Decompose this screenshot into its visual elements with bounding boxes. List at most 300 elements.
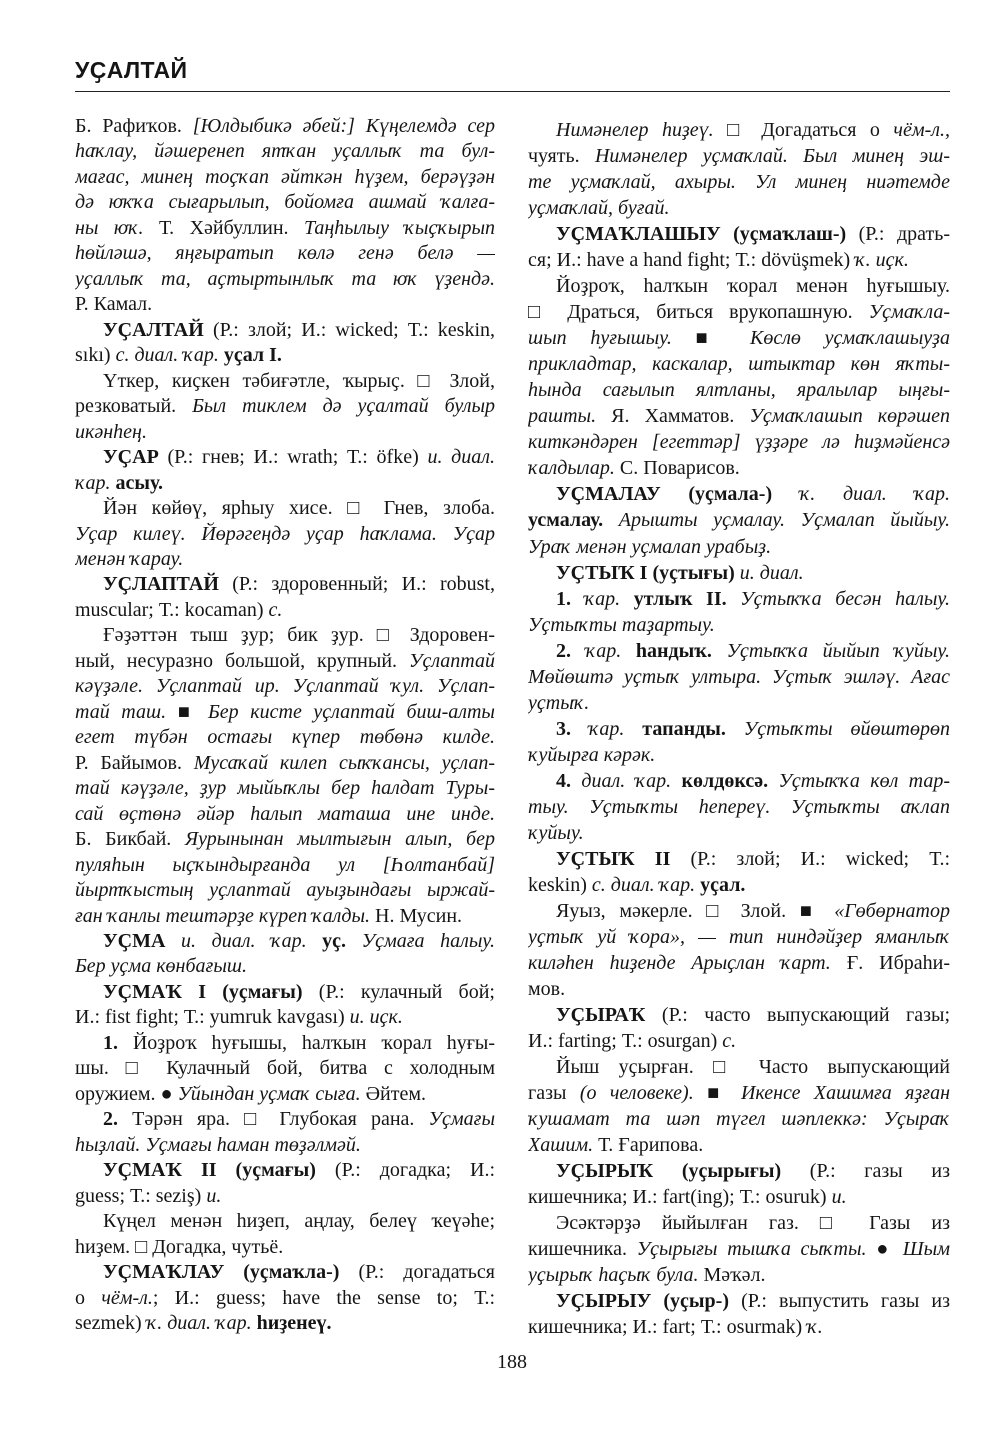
italic-text: Уҫтыҡҡа бесән һалыу. [726,587,950,610]
line-content [528,327,950,349]
line-content [75,1134,361,1156]
line-content [528,1108,950,1130]
bold-text: УҪМАҠЛАУ (уҫмаҡла-) [103,1261,340,1284]
italic-text: «Гөбөрнатор [834,899,950,922]
italic-text: чём-л., [893,119,950,141]
dictionary-paragraph [528,273,950,481]
plain-text: газы [528,1082,580,1105]
line-content [75,675,495,697]
italic-text: Уҫырығы тышҡа сыҡты. [636,1238,877,1261]
text-line [75,190,495,215]
right-column [528,117,950,1340]
plain-text: кишечника; И.: fart(ing); Т.: osuruk) [528,1186,832,1209]
italic-text: Хашим. [528,1134,599,1157]
line-content [103,1261,495,1283]
plain-text: Я. Хамматов. [611,405,750,428]
bold-text: көлдөксә. [681,769,769,792]
line-content [556,848,950,870]
text-line [528,586,950,612]
line-content [528,614,715,636]
line-content [75,1083,426,1105]
italic-text: дә юҡҡа сығарылып, бойомға ашмай ҡалға- [75,191,495,214]
plain-text: muscular; Т.: kocaman) [75,598,269,621]
bold-text: уҫал I. [223,344,282,367]
italic-text: ҡуйырға кәрәк. [528,743,656,766]
line-content [556,119,950,141]
line-content [556,900,950,922]
text-line [528,534,950,560]
line-content [75,854,495,876]
text-line [75,1031,495,1056]
line-content [556,483,950,505]
italic-text: ған ҡанлы тештәрҙе күреп ҡалды. [75,904,376,927]
plain-text: Р. Байымов. [75,751,194,774]
italic-text: ҡар. [571,587,634,610]
text-line [75,420,495,445]
plain-text: Үткер, киҫкен тәбиғәтле, ҡырыҫ. □ Злой, [103,369,495,392]
italic-text: Ураҡ менән уҫмалап урабыҙ. [528,535,772,558]
plain-text: (Р.: догадка; И.: [315,1159,495,1182]
plain-text: sıkı) [75,344,116,367]
line-content [75,115,495,137]
line-content [556,1290,950,1312]
bold-text: 1. [556,587,571,610]
italic-text: һында сағылып ялтланы, яралылар ыңғы- [528,379,950,402]
text-line [75,343,495,368]
plain-text: Б. Рафиҡов. [75,115,193,137]
plain-text: Ғ. Ибраһи- [846,952,950,974]
text-line [528,742,950,768]
line-content [528,1082,950,1104]
line-content [75,395,495,417]
italic-text: Уйындан уҫмаҡ сыға. [177,1082,366,1105]
plain-text: Р. Камал. [75,293,153,316]
italic-text: мағас, минең тоҫҡап әйткән һүҙем, берәүҙән [75,165,495,188]
text-line [528,507,950,533]
dictionary-paragraph [528,560,950,586]
text-line [528,950,950,976]
text-line [75,547,495,572]
text-line [75,241,495,266]
line-content [103,981,495,1003]
line-content [528,379,950,401]
plain-text: С. Поварисов. [619,457,740,480]
text-line [528,924,950,950]
line-content [556,770,950,792]
italic-text: уҫмаҡлай, буғай. [528,197,670,220]
text-line [528,1028,950,1054]
italic-text: Икенсе Хашимға яҙған [740,1082,950,1105]
text-line [528,169,950,195]
dictionary-paragraph [75,1209,495,1260]
text-line [528,1262,950,1288]
line-content [528,509,950,531]
plain-text: кишечника; И.: fart; Т.: osurmak) [528,1316,808,1339]
dictionary-paragraph [528,117,950,221]
text-line [75,445,495,470]
italic-text: Был тиклем дә уҫалтай булыр [192,395,495,418]
plain-text: keskin) [528,873,592,896]
text-line [528,195,950,221]
italic-text: прикладтар, каскалар, штыктар көн яҡты- [528,353,950,376]
text-line [528,117,950,143]
italic-text: Уҫмаға һалыу. [346,930,495,952]
text-line [75,1082,495,1107]
bold-text: уҫ. [322,930,347,952]
line-content [556,1212,950,1234]
text-line [75,776,495,801]
line-content [75,905,462,927]
dictionary-paragraph [75,572,495,623]
line-content [75,191,495,213]
plain-text: Т. Хәйбуллин. [158,216,304,239]
bold-text: 1. [103,1031,118,1054]
dictionary-paragraph [75,445,495,496]
line-content [528,301,950,323]
text-line [528,872,950,898]
plain-text: ; И.: guess; have the sense to; Т.: [152,1286,495,1309]
dictionary-paragraph [75,496,495,572]
plain-text: ■ [693,1082,741,1105]
text-line [75,1286,495,1311]
text-line [528,273,950,299]
text-line [75,496,495,521]
text-line [75,980,495,1005]
italic-text: Шым [902,1238,950,1261]
line-content [75,523,495,545]
line-content [75,701,495,723]
text-line [528,1158,950,1184]
text-line [528,1002,950,1028]
text-line [75,471,495,496]
line-content [75,752,495,774]
italic-text: киткәндәрен [егеттәр] үҙҙәре лә һиҙмәйенсә [528,431,950,454]
text-line [528,1210,950,1236]
line-content [103,573,495,595]
italic-text: и. диал. [734,561,804,584]
plain-text: (Р.: догадаться [339,1261,495,1284]
plain-text: □ Драться, биться врукопашную. [528,301,869,324]
italic-text: с. диал. ҡар. [115,344,224,367]
plain-text: guess; Т.: seziş) [75,1184,207,1207]
italic-text: и. [206,1184,222,1207]
text-line [75,1107,495,1132]
plain-text: sezmek) [75,1312,147,1335]
bold-text: УҪМАЛАУ (уҫмала-) [556,483,773,506]
line-content [75,268,495,290]
line-content [75,472,163,494]
text-line [528,1106,950,1132]
plain-text: оружием. ● [75,1082,178,1105]
line-content [75,140,495,162]
text-line [528,1314,950,1340]
italic-text: кәүҙәле. Уҫлаптай ир. Уҫлаптай ҡул. Уҫлап- [75,675,495,698]
dictionary-paragraph [528,1288,950,1340]
text-line [75,598,495,623]
text-line [75,1209,495,1234]
italic-text: Уҫтыҡты таҙартыу. [528,613,715,636]
dictionary-paragraph [528,898,950,1002]
text-line [528,716,950,742]
text-line [75,802,495,827]
text-line [75,1158,495,1183]
text-line [75,751,495,776]
line-content [528,666,950,688]
italic-text: Уҫар килеү. Йөрәгеңдә уҫар һаҡлама. Уҫар [75,522,495,545]
text-line [528,481,950,507]
plain-text: һиҙем. □ Догадка, чутьё. [75,1235,284,1258]
text-line [75,623,495,648]
plain-text: И.: farting; Т.: osurgan) [528,1030,723,1053]
plain-text: резковатый. [75,395,193,418]
plain-text: Мәҡәл. [703,1264,766,1287]
italic-text: Уҫмағы [428,1108,495,1131]
italic-text: һөйләшә, яңғыратып көлә генә белә — [75,242,495,265]
line-content [75,726,495,748]
text-line [75,522,495,547]
line-content [528,1316,823,1338]
bold-text: УҪМА [103,930,166,952]
text-line [75,369,495,394]
text-line [528,377,950,403]
italic-text: шып һуғышыу. [528,327,696,350]
italic-text: уҫырыҡ һаҫыҡ була. [528,1264,704,1287]
bold-text: уҫал. [700,873,746,896]
line-content [75,217,495,239]
plain-text: кишечника. [528,1238,637,1261]
dictionary-paragraph [528,846,950,898]
bold-text: УҪМАҠЛАШЫУ (уҫмаҡлаш-) [556,223,847,246]
text-line [75,292,495,317]
text-line [528,846,950,872]
bold-text: утлыҡ II. [633,587,727,610]
line-content [528,1186,847,1208]
plain-text: ■ [695,327,751,350]
text-line [528,794,950,820]
plain-text: чуять. [528,145,595,168]
italic-text: и. диал. [427,446,495,469]
italic-text: ҡар. [75,471,116,494]
plain-text: Яуыз, мәкерле. □ Злой. ■ [556,899,835,922]
line-content [75,1006,403,1028]
bold-text: УҪЛАПТАЙ [103,573,219,596]
line-content [528,926,950,948]
plain-text: □ Догадаться о [727,119,894,141]
text-line [528,612,950,638]
plain-text: мов. [528,978,566,1001]
italic-text: йыртҡыстың уҫлаптай ауыҙындағы ыржай- [75,879,495,902]
line-content [528,536,771,558]
line-content [75,1312,332,1334]
italic-text: Мусаҡай килеп сыҡҡансы, уҫлап- [193,751,495,774]
text-line [528,1236,950,1262]
bold-text: УҪАР [103,446,159,469]
italic-text: Уҫтыҡҡа йыйып ҡуйыу. [711,639,950,662]
bold-text: УҪМАҠ I (уҫмағы) [103,980,303,1003]
italic-text: Уҫтыҡҡа көл тар- [768,769,950,792]
italic-text: Таңһылыу ҡыҫҡырып [303,216,495,239]
text-line [75,394,495,419]
dictionary-paragraph [75,369,495,445]
line-content [75,1287,495,1309]
italic-text: пуляһын ыҫҡындырғанда ул [Һолтанбай] [75,853,495,876]
text-line [75,572,495,597]
italic-text: егет түбән остағы күпер төбөнә килде. [75,726,495,749]
bold-text: тапанды. [642,717,726,740]
plain-text: (Р.: здоровенный; И.: robust, [218,573,495,596]
line-content [75,879,495,901]
line-content [103,370,495,392]
dictionary-paragraph [75,980,495,1031]
line-content [75,599,282,621]
bold-text: усмалау. [528,509,604,532]
line-content [103,1210,495,1232]
italic-text: ҡ. диал. ҡар. [772,483,950,506]
line-content [75,650,495,672]
dictionary-paragraph [528,1158,950,1210]
italic-text: чём-л. [101,1286,153,1309]
bold-text: УҪМАҠ II (уҫмағы) [103,1159,316,1182]
plain-text: Күңел менән һиҙеп, аңлау, белеү ҡеүәһе; [103,1210,495,1233]
bold-text: 3. [556,717,571,740]
italic-text: Көслө уҫмаҡлашыуҙа [750,327,950,350]
dictionary-paragraph [528,768,950,846]
italic-text: [Юлдыбикә әбей:] Күңелемдә сер [192,115,495,137]
text-line [75,1311,495,1336]
bold-text: УҪЫРАҠ [556,1004,646,1027]
line-content [556,588,950,610]
italic-text: ҡушамат та шәп түгел шәплеккә: Уҫыраҡ [528,1108,950,1131]
text-line [75,878,495,903]
italic-text: Уҫтыҡты өйөштөрөп [725,717,950,740]
text-line [528,221,950,247]
line-content [103,497,495,519]
italic-text: уҫтыҡ уй ҡора», — тип ниндәйҙер яманлыҡ [528,925,950,948]
italic-text: рашты. [528,405,612,428]
italic-text: ҡ. иҫк. [855,249,909,272]
text-line [75,1133,495,1158]
text-line [75,929,495,954]
italic-text: те уҫмаҡлай, ахыры. Ул минең ниәтемде [528,171,950,194]
italic-text: (о человеке). [579,1082,694,1105]
italic-text: Мөйөштә уҫтыҡ ултыра. Уҫтыҡ эшләү. Ағас [528,665,950,688]
plain-text: о [75,1286,102,1309]
line-content [75,803,495,825]
line-content [556,1004,950,1026]
italic-text: ҡ. [807,1316,823,1339]
plain-text: Йоҙроҡ, һалҡын ҡорал менән һуғышыу. [556,275,950,298]
italic-text: с. [268,598,283,621]
text-line [75,827,495,852]
line-content [528,171,950,193]
italic-text: Уҫмаҡла- [868,301,950,324]
plain-text: Эсәктәрҙә йыйылған газ. □ Газы из [556,1212,950,1235]
line-content [556,640,950,662]
line-content [528,353,950,375]
line-content [103,1032,495,1054]
plain-text: Йән көйөү, ярһыу хисе. □ Гнев, злоба. [103,497,495,520]
italic-text: с. [722,1030,737,1053]
plain-text: ный, несуразно большой, крупный. [75,649,409,672]
line-content [75,293,152,315]
line-content [528,822,584,844]
line-content [75,955,247,977]
line-content [528,874,745,896]
line-content [528,744,655,766]
bold-text: УҪАЛТАЙ [103,318,204,341]
text-line [528,898,950,924]
line-content [103,446,495,468]
italic-text: Бер кисте уҫлаптай биш-алты [207,700,495,723]
bold-text: 2. [556,639,571,662]
dictionary-paragraph [528,1210,950,1288]
text-line [75,725,495,750]
italic-text: ҡар. [571,717,643,740]
text-line [528,455,950,481]
text-line [75,674,495,699]
line-content [103,624,495,646]
line-content [528,978,565,1000]
text-line [528,976,950,1002]
bold-text: 2. [103,1108,118,1131]
text-line [75,165,495,190]
italic-text: икәнһең. [75,420,147,443]
dictionary-paragraph [75,1107,495,1158]
plain-text: Йоҙроҡ һуғышы, һалҡын ҡорал һуғы- [118,1031,495,1054]
line-content [103,319,495,341]
italic-text: ны юҡ. [75,216,159,239]
italic-text: менән ҡарау. [75,547,184,570]
line-content [528,431,950,453]
line-content [528,1030,736,1052]
page-number: 188 [497,1351,527,1373]
bold-text: һиҙенеү. [256,1312,332,1335]
text-line [75,216,495,241]
text-line [75,114,495,139]
bold-text: УҪТЫҠ I (уҫтығы) [556,561,735,584]
italic-text: Бер уҫма көнбағыш. [75,955,247,978]
italic-text: и. диал. ҡар. [165,930,323,952]
dictionary-paragraph [75,1158,495,1209]
plain-text: (Р.: часто выпускающий газы; [645,1004,950,1027]
bold-text: һандыҡ. [635,639,712,662]
text-line [528,1288,950,1314]
dictionary-paragraph [528,716,950,768]
italic-text: диал. ҡар. [571,769,682,792]
italic-text: ҡ. диал. ҡар. [146,1312,257,1335]
dictionary-paragraph [75,318,495,369]
plain-text: (Р.: злой; И.: wicked; Т.: [670,847,950,870]
line-content [528,405,950,427]
line-content [528,1264,765,1286]
plain-text: шы. □ Кулачный бой, битва с холодным [75,1057,495,1080]
plain-text: Әйтем. [365,1082,427,1105]
line-content [528,796,950,818]
plain-text: И.: fist fight; Т.: yumruk kavgası) [75,1006,350,1029]
italic-text: тай кәүҙәле, ҙур мыйыҡлы бер һалдат Туры- [75,777,495,800]
plain-text: Б. Бикбай. [75,828,185,851]
dictionary-paragraph [75,1031,495,1107]
italic-text: ҡуйыу. [528,821,584,844]
bold-text: УҪЫРЫУ (уҫыр-) [556,1290,729,1313]
line-content [528,952,950,974]
plain-text: (Р.: газы из [781,1160,950,1183]
italic-text: Уҫлаптай [409,649,495,672]
italic-text: уҫтыҡ. [528,691,590,714]
plain-text: ■ [177,700,208,723]
line-content [528,1134,703,1156]
header-rule [75,91,950,92]
